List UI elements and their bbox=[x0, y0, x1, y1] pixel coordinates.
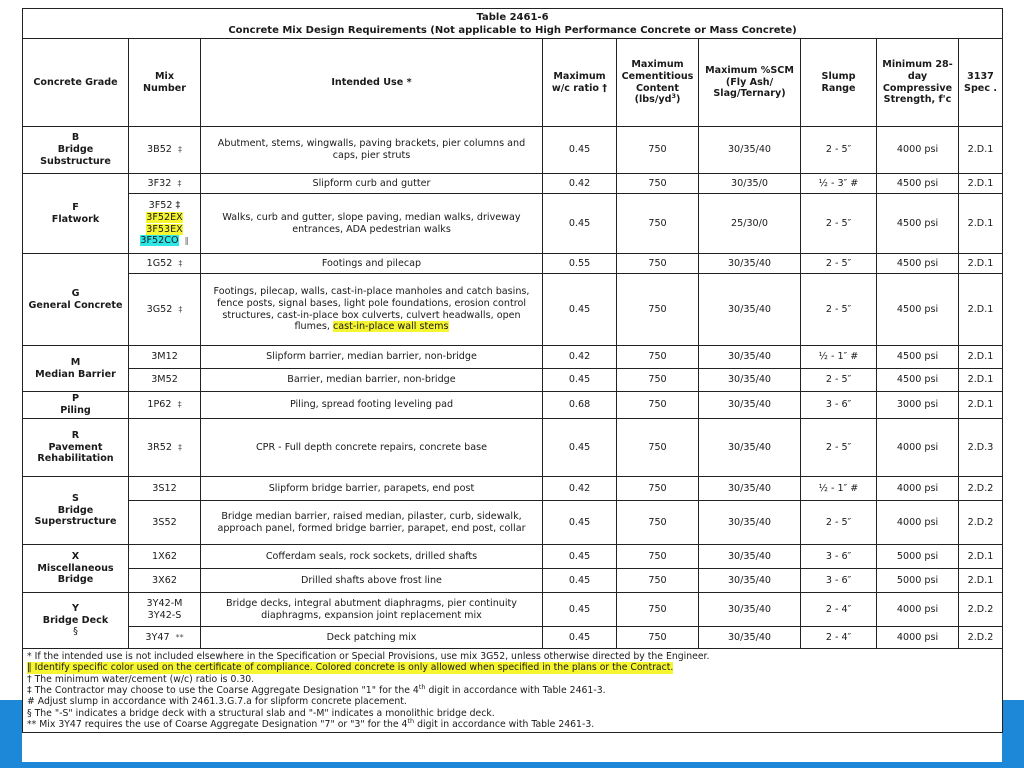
scm-cell: 30/35/40 bbox=[699, 593, 801, 627]
strength-cell: 4000 psi bbox=[877, 419, 959, 477]
intended-use-cell: CPR - Full depth concrete repairs, concrete base bbox=[201, 419, 543, 477]
note-coarse-aggregate bbox=[27, 682, 998, 696]
mix-design-table bbox=[22, 8, 1003, 733]
cem-cell: 750 bbox=[617, 127, 699, 174]
mix-number: 3F52EX bbox=[146, 211, 183, 223]
header-concrete-grade: Concrete Grade bbox=[23, 39, 129, 127]
table-row bbox=[23, 593, 1003, 627]
scm-cell: 30/35/40 bbox=[699, 254, 801, 274]
mix-number-line bbox=[129, 212, 200, 224]
note-slump: # Adjust slump in accordance with 2461.3.G.7.a for slipform concrete placement. bbox=[27, 696, 407, 708]
header-intended-use: Intended Use * bbox=[201, 39, 543, 127]
strength-cell: 4500 psi bbox=[877, 369, 959, 392]
scm-cell: 30/35/40 bbox=[699, 369, 801, 392]
cem-cell: 750 bbox=[617, 419, 699, 477]
table-title bbox=[23, 9, 1003, 39]
wc-cell: 0.45 bbox=[543, 593, 617, 627]
mix-number-cell bbox=[129, 254, 201, 274]
table-row bbox=[23, 369, 1003, 392]
wc-cell: 0.68 bbox=[543, 392, 617, 419]
mix-number: 3R52 bbox=[146, 441, 172, 453]
grade-name: Bridge Substructure bbox=[40, 144, 111, 167]
scm-cell: 30/35/40 bbox=[699, 545, 801, 569]
mix-number-cell: 3M12 bbox=[129, 346, 201, 369]
intended-use-cell: Piling, spread footing leveling pad bbox=[201, 392, 543, 419]
grade-flatwork bbox=[23, 174, 129, 254]
header-max-scm: Maximum %SCM (Fly Ash/ Slag/Ternary) bbox=[699, 39, 801, 127]
grade-code: R bbox=[71, 429, 80, 441]
wc-cell: 0.45 bbox=[543, 369, 617, 392]
cem-cell: 750 bbox=[617, 593, 699, 627]
mix-number: 3Y42-S bbox=[147, 609, 182, 621]
grade-median-barrier bbox=[23, 346, 129, 392]
strength-cell: 5000 psi bbox=[877, 545, 959, 569]
mix-number: 3F32 bbox=[147, 177, 172, 189]
slump-cell: 2 - 5″ bbox=[801, 369, 877, 392]
mix-number-cell bbox=[129, 194, 201, 254]
note-intended-use: * If the intended use is not included elsewhere in the Specification or Special Provisions, use mix 3G52, unless otherwise directed by the Engineer. bbox=[27, 651, 710, 662]
table-row bbox=[23, 477, 1003, 501]
table-row bbox=[23, 127, 1003, 174]
slump-cell: 2 - 5″ bbox=[801, 194, 877, 254]
strength-cell: 4500 psi bbox=[877, 174, 959, 194]
intended-use-text: Footings, pilecap, walls, cast-in-place manholes and catch basins, fence posts, signal bases, light pole foundations, erosion control structures, cast-in-place box culverts, culvert headwalls, open flumes, bbox=[213, 285, 530, 333]
wc-cell: 0.45 bbox=[543, 194, 617, 254]
mix-number-cell: 3M52 bbox=[129, 369, 201, 392]
slump-cell: 2 - 4″ bbox=[801, 593, 877, 627]
grade-name: Pavement Rehabilitation bbox=[37, 441, 114, 465]
strength-cell: 4500 psi bbox=[877, 346, 959, 369]
note-color-wrap bbox=[27, 662, 998, 673]
scm-cell: 30/35/40 bbox=[699, 627, 801, 649]
table-row bbox=[23, 545, 1003, 569]
note-sup: th bbox=[407, 716, 415, 725]
slump-cell: ½ - 1″ # bbox=[801, 346, 877, 369]
grade-piling bbox=[23, 392, 129, 419]
cem-cell: 750 bbox=[617, 254, 699, 274]
mix-number-cell bbox=[129, 274, 201, 346]
grade-bridge-deck bbox=[23, 593, 129, 649]
grade-pavement-rehabilitation bbox=[23, 419, 129, 477]
slump-cell: 2 - 5″ bbox=[801, 127, 877, 174]
wc-cell: 0.45 bbox=[543, 127, 617, 174]
table-notes bbox=[23, 649, 1003, 733]
mix-number: 3Y47 bbox=[145, 631, 170, 643]
spec-cell: 2.D.1 bbox=[959, 569, 1003, 593]
note-sup: th bbox=[418, 682, 426, 691]
header-min-strength: Minimum 28-day Compressive Strength, f'c bbox=[877, 39, 959, 127]
spec-cell: 2.D.2 bbox=[959, 501, 1003, 545]
wc-cell: 0.45 bbox=[543, 501, 617, 545]
cem-cell: 750 bbox=[617, 194, 699, 254]
table-row bbox=[23, 419, 1003, 477]
grade-name: Miscellaneous Bridge bbox=[37, 562, 114, 586]
table-caption: Concrete Mix Design Requirements (Not applicable to High Performance Concrete or Mass Concrete) bbox=[228, 24, 797, 36]
slump-cell: 3 - 6″ bbox=[801, 569, 877, 593]
intended-use-cell: Footings and pilecap bbox=[201, 254, 543, 274]
mix-design-table-sheet bbox=[22, 8, 1002, 762]
grade-name: General Concrete bbox=[28, 299, 123, 311]
mix-mark: ‡ bbox=[177, 178, 182, 188]
intended-use-cell: Abutment, stems, wingwalls, paving brackets, pier columns and caps, pier struts bbox=[201, 127, 543, 174]
note-wc-ratio: † The minimum water/cement (w/c) ratio is 0.30. bbox=[27, 673, 255, 685]
mix-mark: ‡ bbox=[178, 258, 183, 268]
header-row bbox=[23, 39, 1003, 127]
table-row bbox=[23, 569, 1003, 593]
intended-use-highlight: cast-in-place wall stems bbox=[332, 321, 449, 333]
spec-cell: 2.D.3 bbox=[959, 419, 1003, 477]
mix-number: 3F53EX bbox=[146, 223, 183, 235]
spec-cell: 2.D.1 bbox=[959, 127, 1003, 174]
spec-cell: 2.D.2 bbox=[959, 627, 1003, 649]
grade-code: G bbox=[71, 287, 80, 299]
header-spec: 3137 Spec . bbox=[959, 39, 1003, 127]
table-row bbox=[23, 501, 1003, 545]
intended-use-cell: Bridge median barrier, raised median, pilaster, curb, sidewalk, approach panel, formed bridge barrier, parapet, end post, collar bbox=[201, 501, 543, 545]
intended-use-cell bbox=[201, 274, 543, 346]
mix-mark: ‡ bbox=[178, 442, 183, 452]
mix-number-cell bbox=[129, 174, 201, 194]
scm-cell: 30/35/40 bbox=[699, 392, 801, 419]
mix-number-line bbox=[129, 224, 200, 236]
grade-mark: § bbox=[73, 626, 78, 638]
notes-row bbox=[23, 649, 1003, 733]
wc-cell: 0.45 bbox=[543, 569, 617, 593]
note-3y47 bbox=[27, 716, 998, 730]
intended-use-cell: Barrier, median barrier, non-bridge bbox=[201, 369, 543, 392]
cem-cell: 750 bbox=[617, 477, 699, 501]
note-bridge-deck: § The "-S" indicates a bridge deck with a structural slab and "-M" indicates a monolithic bridge deck. bbox=[27, 707, 495, 719]
header-cem-sup: 3 bbox=[671, 92, 677, 101]
strength-cell: 4000 psi bbox=[877, 627, 959, 649]
spec-cell: 2.D.1 bbox=[959, 369, 1003, 392]
grade-code: F bbox=[72, 201, 79, 213]
grade-name: Median Barrier bbox=[35, 368, 116, 380]
cem-cell: 750 bbox=[617, 392, 699, 419]
grade-general-concrete bbox=[23, 254, 129, 346]
header-cem-text: Maximum Cementitious Content (lbs/yd bbox=[621, 58, 694, 106]
slump-cell: 2 - 5″ bbox=[801, 274, 877, 346]
note-3y47-end: digit in accordance with Table 2461-3. bbox=[414, 718, 595, 730]
cem-cell: 750 bbox=[617, 369, 699, 392]
wc-cell: 0.55 bbox=[543, 254, 617, 274]
scm-cell: 30/35/40 bbox=[699, 569, 801, 593]
strength-cell: 3000 psi bbox=[877, 392, 959, 419]
mix-number-cell: 3S12 bbox=[129, 477, 201, 501]
wc-cell: 0.45 bbox=[543, 545, 617, 569]
slump-cell: 2 - 5″ bbox=[801, 254, 877, 274]
mix-mark: ‡ bbox=[178, 304, 183, 314]
mix-number-cell bbox=[129, 392, 201, 419]
grade-bridge-substructure bbox=[23, 127, 129, 174]
grade-code: P bbox=[71, 393, 80, 405]
spec-cell: 2.D.2 bbox=[959, 593, 1003, 627]
intended-use-cell: Slipform curb and gutter bbox=[201, 174, 543, 194]
mix-mark: ‡ bbox=[177, 145, 182, 154]
intended-use-cell: Drilled shafts above frost line bbox=[201, 569, 543, 593]
cem-cell: 750 bbox=[617, 274, 699, 346]
mix-number: 1P62 bbox=[147, 399, 172, 410]
slump-cell: 2 - 5″ bbox=[801, 419, 877, 477]
cem-cell: 750 bbox=[617, 569, 699, 593]
strength-cell: 4500 psi bbox=[877, 194, 959, 254]
table-row bbox=[23, 174, 1003, 194]
table-row bbox=[23, 254, 1003, 274]
mix-number: 3Y42-M bbox=[146, 597, 183, 609]
intended-use-cell: Slipform barrier, median barrier, non-bridge bbox=[201, 346, 543, 369]
table-row bbox=[23, 346, 1003, 369]
strength-cell: 4000 psi bbox=[877, 593, 959, 627]
mix-number-cell bbox=[129, 627, 201, 649]
spec-cell: 2.D.1 bbox=[959, 346, 1003, 369]
scm-cell: 30/35/40 bbox=[699, 477, 801, 501]
cem-cell: 750 bbox=[617, 627, 699, 649]
cem-cell: 750 bbox=[617, 545, 699, 569]
wc-cell: 0.45 bbox=[543, 274, 617, 346]
scm-cell: 25/30/0 bbox=[699, 194, 801, 254]
mix-number: 1G52 bbox=[146, 257, 173, 269]
mix-number: 3G52 bbox=[146, 303, 173, 315]
wc-cell: 0.45 bbox=[543, 419, 617, 477]
note-coarse-aggregate-text: ‡ The Contractor may choose to use the Coarse Aggregate Designation "1" for the 4 bbox=[27, 684, 419, 696]
table-number: Table 2461-6 bbox=[476, 11, 549, 23]
spec-cell: 2.D.1 bbox=[959, 174, 1003, 194]
mix-number-line bbox=[129, 235, 200, 247]
scm-cell: 30/35/40 bbox=[699, 419, 801, 477]
header-mix-number: Mix Number bbox=[129, 39, 201, 127]
wc-cell: 0.42 bbox=[543, 174, 617, 194]
grade-miscellaneous-bridge bbox=[23, 545, 129, 593]
slump-cell: ½ - 1″ # bbox=[801, 477, 877, 501]
note-3y47-text: ** Mix 3Y47 requires the use of Coarse Aggregate Designation "7" or "3" for the 4 bbox=[27, 718, 408, 730]
spec-cell: 2.D.1 bbox=[959, 545, 1003, 569]
spec-cell: 2.D.2 bbox=[959, 477, 1003, 501]
wc-cell: 0.42 bbox=[543, 477, 617, 501]
strength-cell: 4000 psi bbox=[877, 127, 959, 174]
mix-number: 3F52CO bbox=[140, 235, 179, 247]
scm-cell: 30/35/0 bbox=[699, 174, 801, 194]
grade-name: Flatwork bbox=[51, 213, 100, 225]
strength-cell: 4500 psi bbox=[877, 254, 959, 274]
cem-cell: 750 bbox=[617, 346, 699, 369]
slump-cell: ½ - 3″ # bbox=[801, 174, 877, 194]
grade-bridge-superstructure bbox=[23, 477, 129, 545]
grade-code: S bbox=[72, 492, 79, 504]
strength-cell: 4000 psi bbox=[877, 501, 959, 545]
header-max-cementitious bbox=[617, 39, 699, 127]
wc-cell: 0.45 bbox=[543, 627, 617, 649]
spec-cell: 2.D.1 bbox=[959, 194, 1003, 254]
intended-use-cell: Slipform bridge barrier, parapets, end post bbox=[201, 477, 543, 501]
mix-number-cell bbox=[129, 127, 201, 174]
note-coarse-aggregate-end: digit in accordance with Table 2461-3. bbox=[425, 684, 606, 696]
table-row bbox=[23, 392, 1003, 419]
intended-use-cell: Cofferdam seals, rock sockets, drilled shafts bbox=[201, 545, 543, 569]
grade-code: Y bbox=[72, 602, 79, 614]
mix-number-cell bbox=[129, 419, 201, 477]
strength-cell: 5000 psi bbox=[877, 569, 959, 593]
mix-number: 3B52 bbox=[147, 144, 172, 155]
cem-cell: 750 bbox=[617, 174, 699, 194]
intended-use-cell: Deck patching mix bbox=[201, 627, 543, 649]
mix-mark: ‡ bbox=[177, 400, 182, 409]
grade-code: M bbox=[70, 356, 81, 368]
spec-cell: 2.D.1 bbox=[959, 392, 1003, 419]
spec-cell: 2.D.1 bbox=[959, 254, 1003, 274]
mix-number-cell: 1X62 bbox=[129, 545, 201, 569]
header-max-wc-ratio: Maximum w/c ratio † bbox=[543, 39, 617, 127]
grade-name: Piling bbox=[60, 405, 91, 416]
slump-cell: 3 - 6″ bbox=[801, 392, 877, 419]
slump-cell: 2 - 4″ bbox=[801, 627, 877, 649]
slump-cell: 3 - 6″ bbox=[801, 545, 877, 569]
scm-cell: 30/35/40 bbox=[699, 127, 801, 174]
grade-code: B bbox=[71, 132, 80, 144]
grade-name: Bridge Deck bbox=[42, 614, 109, 626]
strength-cell: 4500 psi bbox=[877, 274, 959, 346]
slump-cell: 2 - 5″ bbox=[801, 501, 877, 545]
mix-mark: ** bbox=[175, 632, 184, 642]
scm-cell: 30/35/40 bbox=[699, 501, 801, 545]
header-slump-range: Slump Range bbox=[801, 39, 877, 127]
wc-cell: 0.42 bbox=[543, 346, 617, 369]
color-mark: ‖ bbox=[184, 236, 189, 246]
header-cem-end: ) bbox=[676, 94, 681, 106]
strength-cell: 4000 psi bbox=[877, 477, 959, 501]
mix-number: 3F52 ‡ bbox=[148, 199, 181, 211]
note-color: ‖ Identify specific color used on the certificate of compliance. Colored concrete is only allowed when specified in the plans or the Contract. bbox=[27, 662, 674, 674]
intended-use-cell: Bridge decks, integral abutment diaphragms, pier continuity diaphragms, expansion joint replacement mix bbox=[201, 593, 543, 627]
table-row bbox=[23, 627, 1003, 649]
grade-name: Bridge Superstructure bbox=[34, 504, 117, 528]
mix-number-cell: 3S52 bbox=[129, 501, 201, 545]
spec-cell: 2.D.1 bbox=[959, 274, 1003, 346]
grade-code: X bbox=[71, 550, 80, 562]
mix-number-cell: 3X62 bbox=[129, 569, 201, 593]
intended-use-cell: Walks, curb and gutter, slope paving, median walks, driveway entrances, ADA pedestrian walks bbox=[201, 194, 543, 254]
table-row bbox=[23, 194, 1003, 254]
mix-number-cell bbox=[129, 593, 201, 627]
scm-cell: 30/35/40 bbox=[699, 346, 801, 369]
cem-cell: 750 bbox=[617, 501, 699, 545]
scm-cell: 30/35/40 bbox=[699, 274, 801, 346]
table-row bbox=[23, 274, 1003, 346]
